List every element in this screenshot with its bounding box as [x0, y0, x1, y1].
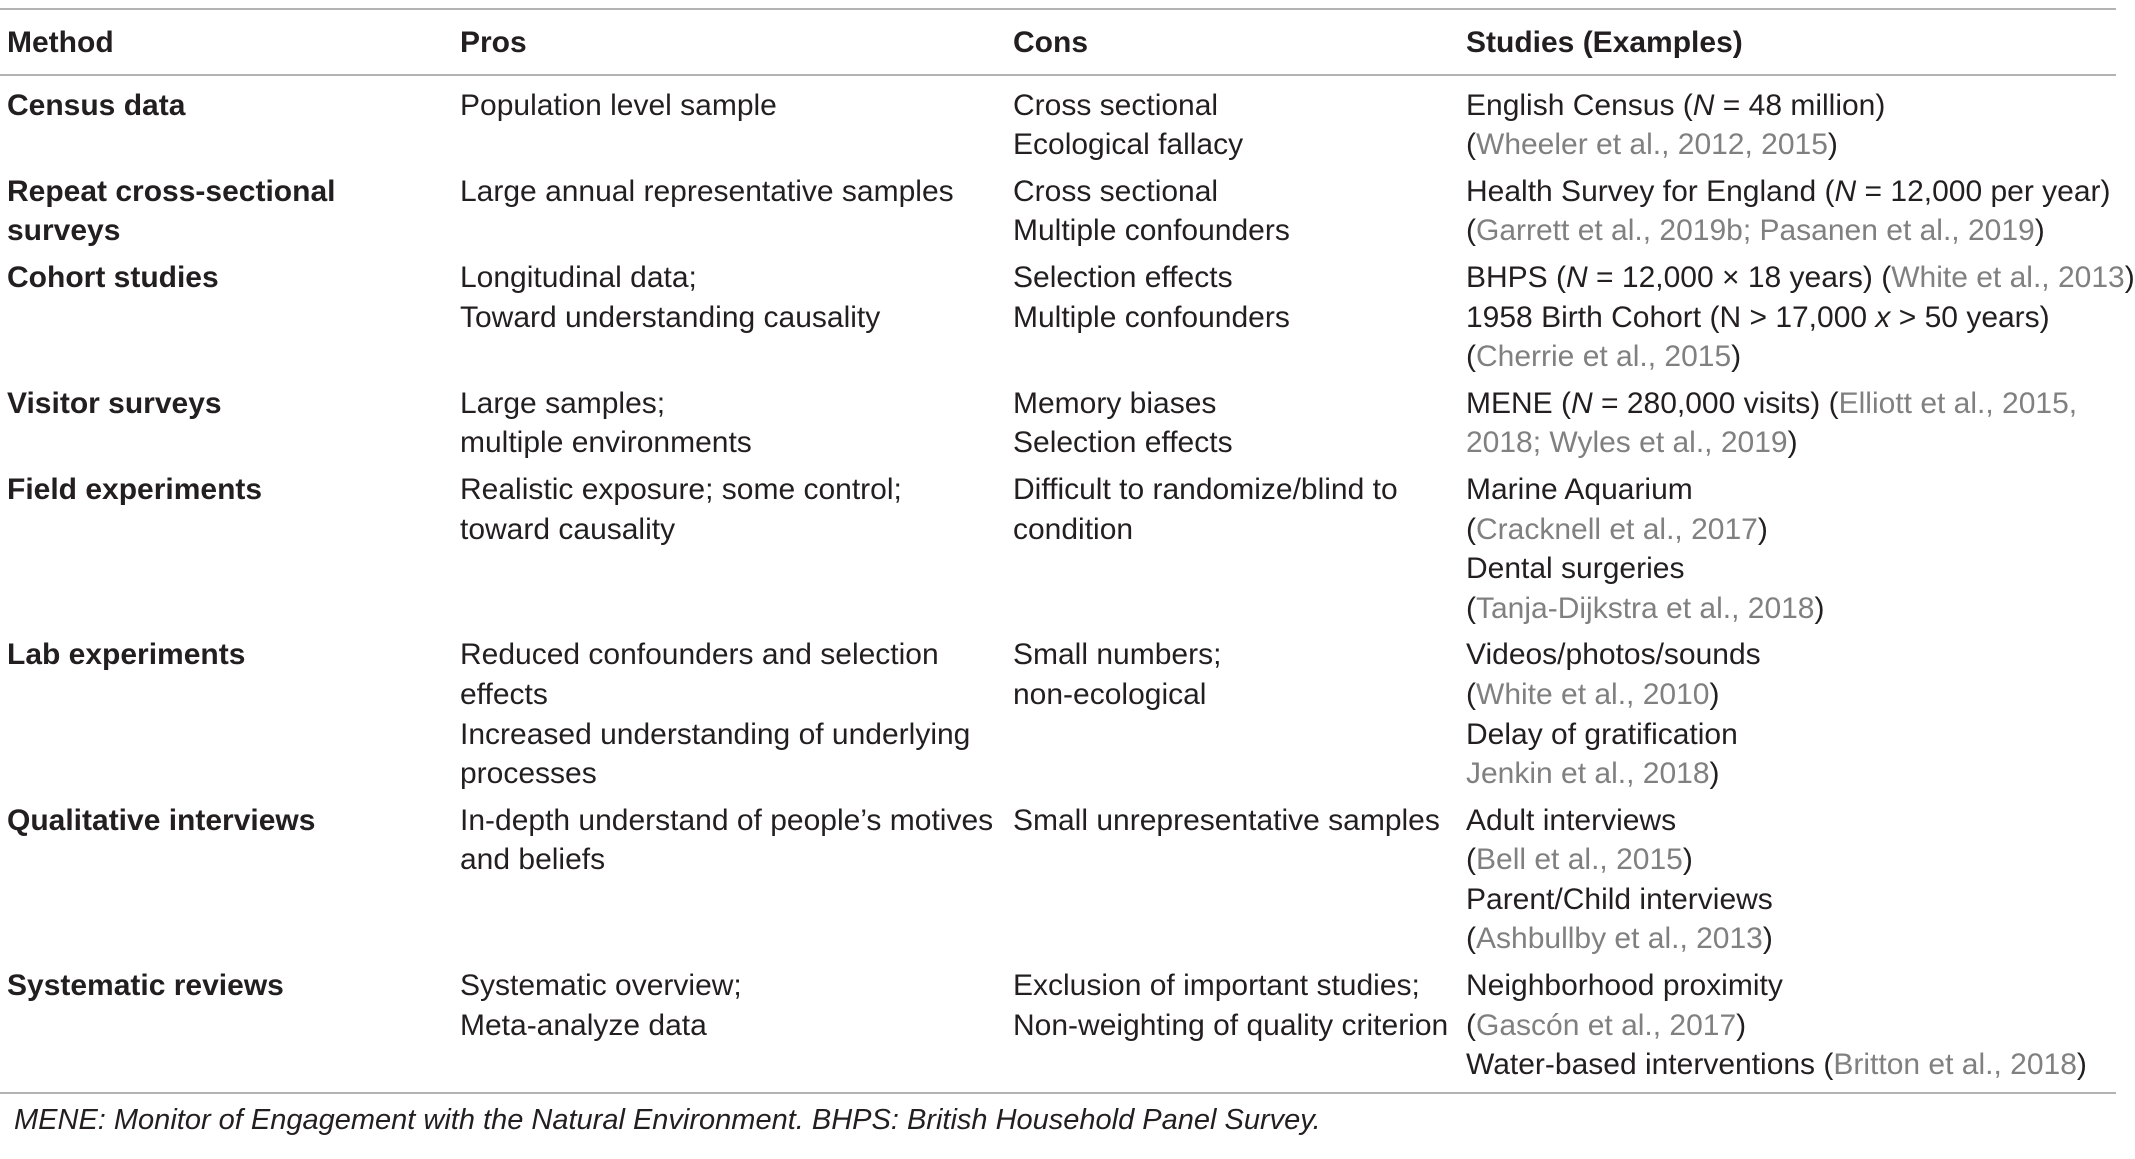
study-italic: N	[1566, 260, 1588, 294]
cite-bracket: (	[1466, 843, 1476, 877]
citation-text: White et al., 2010	[1476, 677, 1710, 711]
study-line	[1466, 919, 2116, 959]
cite-bracket: )	[1736, 1008, 1747, 1042]
cite-bracket: )	[1709, 757, 1720, 791]
cons-cell	[1006, 635, 1459, 800]
study-line	[1466, 966, 2116, 1006]
cons-line: Cross sectional	[1013, 174, 1219, 208]
cons-cell	[1006, 470, 1459, 635]
cons-line: Ecological fallacy	[1013, 128, 1244, 162]
citation-text: Jenkin et al., 2018	[1466, 757, 1710, 791]
cite-bracket: )	[1731, 340, 1742, 374]
citation-text: Wheeler et al., 2012, 2015	[1476, 128, 1828, 162]
study-text: = 12,000 per year)	[1856, 174, 2111, 208]
citation-text: 2018; Wyles et al., 2019	[1466, 426, 1788, 460]
table-footnote-row	[0, 1093, 2116, 1141]
citation-text: Bell et al., 2015	[1476, 843, 1683, 877]
cons-line: condition	[1013, 512, 1134, 546]
study-text: Neighborhood proximity	[1466, 969, 1783, 1003]
study-text: MENE (	[1466, 386, 1571, 420]
cite-bracket: )	[1814, 591, 1825, 625]
study-line	[1466, 423, 2116, 463]
cite-bracket: )	[2034, 214, 2045, 248]
study-text: Parent/Child interviews	[1466, 882, 1773, 916]
table-footnote: MENE: Monitor of Engagement with the Natural Environment. BHPS: British Household Panel Survey.	[0, 1093, 2116, 1141]
studies-cell	[1459, 258, 2135, 384]
study-line	[1466, 86, 2116, 126]
pros-line: Meta-analyze data	[460, 1008, 707, 1042]
study-line	[1466, 125, 2116, 165]
cons-line: Multiple confounders	[1013, 214, 1290, 248]
study-text: Marine Aquarium	[1466, 472, 1693, 506]
study-text: Health Survey for England (	[1466, 174, 1835, 208]
citation-text: Cherrie et al., 2015	[1476, 340, 1732, 374]
pros-line: Large annual representative samples	[460, 174, 954, 208]
study-text: English Census (	[1466, 88, 1693, 122]
cite-bracket: (	[1466, 512, 1476, 546]
pros-line: Increased understanding of underlying processes	[460, 717, 971, 791]
cons-line: Selection effects	[1013, 260, 1233, 294]
table-header-row	[0, 9, 2116, 75]
cons-cell	[1006, 258, 1459, 384]
method-cell: Census data	[7, 88, 186, 122]
cons-cell	[1006, 384, 1459, 470]
study-line	[1466, 754, 2116, 794]
pros-cell	[453, 75, 1006, 172]
pros-line: Reduced confounders and selection effects	[460, 638, 939, 711]
study-text: 1958 Birth Cohort (N > 17,000	[1466, 300, 1876, 334]
cite-bracket: (	[1466, 1008, 1476, 1042]
table-row	[0, 384, 2116, 470]
study-italic: N	[1834, 174, 1857, 208]
studies-cell	[1459, 966, 2116, 1093]
method-cell: Qualitative interviews	[7, 803, 316, 837]
cite-bracket: )	[2124, 260, 2135, 294]
pros-line: Systematic overview;	[460, 969, 742, 1003]
pros-line: Population level sample	[460, 88, 777, 122]
method-cell: Repeat cross-sectional surveys	[7, 174, 336, 248]
studies-cell	[1459, 384, 2116, 470]
study-line	[1466, 337, 2116, 377]
cons-line: Cross sectional	[1013, 88, 1219, 122]
pros-cell	[453, 172, 1006, 258]
study-line	[1466, 549, 2116, 589]
study-line	[1466, 589, 2116, 629]
citation-text: Ashbullby et al., 2013	[1476, 922, 1763, 956]
study-text: = 280,000 visits) (	[1592, 386, 1839, 420]
cite-bracket: )	[1787, 426, 1798, 460]
pros-line: Large samples;	[460, 386, 666, 420]
cite-bracket: )	[1762, 922, 1773, 956]
cons-cell	[1006, 172, 1459, 258]
method-cell: Visitor surveys	[7, 386, 222, 420]
study-line	[1466, 801, 2116, 841]
study-text: = 12,000 × 18 years) (	[1587, 260, 1892, 294]
pros-line: Toward understanding causality	[460, 300, 881, 334]
study-text: Water-based interventions (	[1466, 1048, 1834, 1082]
pros-cell	[453, 470, 1006, 635]
study-line	[1466, 840, 2116, 880]
header-cons: Cons	[1006, 9, 1459, 75]
cons-cell	[1006, 966, 1459, 1093]
method-cell: Cohort studies	[7, 260, 219, 294]
study-italic: N	[1692, 88, 1715, 122]
cite-bracket: )	[2076, 1048, 2087, 1082]
cite-bracket: (	[1466, 214, 1476, 248]
cons-cell	[1006, 75, 1459, 172]
citation-text: Garrett et al., 2019b; Pasanen et al., 2019	[1476, 214, 2035, 248]
cons-line: Small numbers;	[1013, 638, 1222, 672]
header-pros: Pros	[453, 9, 1006, 75]
cons-line: Multiple confounders	[1013, 300, 1290, 334]
citation-text: Tanja-Dijkstra et al., 2018	[1476, 591, 1815, 625]
studies-cell	[1459, 470, 2116, 635]
study-text: = 48 million)	[1714, 88, 1886, 122]
studies-cell	[1459, 635, 2116, 800]
table-row	[0, 258, 2116, 384]
pros-line: In-depth understand of people’s motives and beliefs	[460, 803, 994, 877]
cons-line: Memory biases	[1013, 386, 1217, 420]
citation-text: Gascón et al., 2017	[1476, 1008, 1737, 1042]
studies-cell	[1459, 172, 2116, 258]
cite-bracket: )	[1709, 677, 1720, 711]
citation-text: White et al., 2013	[1891, 260, 2125, 294]
cons-line: Small unrepresentative samples	[1013, 803, 1440, 837]
cons-line: non-ecological	[1013, 677, 1207, 711]
study-line	[1466, 384, 2116, 424]
pros-cell	[453, 384, 1006, 470]
cons-line: Exclusion of important studies;	[1013, 969, 1420, 1003]
study-line	[1466, 715, 2116, 755]
pros-cell	[453, 801, 1006, 966]
table-body	[0, 75, 2135, 1093]
cite-bracket: (	[1466, 128, 1476, 162]
study-line	[1466, 470, 2116, 510]
method-cell: Field experiments	[7, 472, 263, 506]
cite-bracket: )	[1757, 512, 1768, 546]
pros-cell	[453, 258, 1006, 384]
header-studies: Studies (Examples)	[1459, 9, 2116, 75]
study-text: BHPS (	[1466, 260, 1567, 294]
pros-line: Longitudinal data;	[460, 260, 697, 294]
cons-line: Selection effects	[1013, 426, 1233, 460]
cons-cell	[1006, 801, 1459, 966]
study-text: Delay of gratification	[1466, 717, 1738, 751]
study-italic: N	[1571, 386, 1593, 420]
methods-table	[0, 8, 2135, 1140]
table-row	[0, 75, 2116, 172]
cite-bracket: (	[1466, 922, 1476, 956]
studies-cell	[1459, 801, 2116, 966]
study-line	[1466, 635, 2116, 675]
pros-cell	[453, 635, 1006, 800]
pros-line: toward causality	[460, 512, 676, 546]
pros-line: multiple environments	[460, 426, 752, 460]
cite-bracket: )	[1827, 128, 1838, 162]
cite-bracket: (	[1466, 340, 1476, 374]
study-text: Videos/photos/sounds	[1466, 638, 1761, 672]
study-line	[1466, 172, 2116, 212]
table-row	[0, 966, 2116, 1093]
study-text: Adult interviews	[1466, 803, 1677, 837]
study-line	[1466, 1045, 2116, 1085]
citation-text: Britton et al., 2018	[1833, 1048, 2077, 1082]
header-method: Method	[0, 9, 453, 75]
citation-text: Elliott et al., 2015,	[1838, 386, 2078, 420]
cons-line: Non-weighting of quality criterion	[1013, 1008, 1449, 1042]
pros-line: Realistic exposure; some control;	[460, 472, 902, 506]
studies-cell	[1459, 75, 2116, 172]
study-line	[1466, 258, 2135, 298]
study-line	[1466, 675, 2116, 715]
study-italic: x	[1875, 300, 1891, 334]
method-cell: Lab experiments	[7, 638, 246, 672]
study-line	[1466, 1006, 2116, 1046]
study-line	[1466, 880, 2116, 920]
table-row	[0, 172, 2116, 258]
cite-bracket: )	[1682, 843, 1693, 877]
study-line	[1466, 298, 2116, 338]
citation-text: Cracknell et al., 2017	[1476, 512, 1758, 546]
pros-cell	[453, 966, 1006, 1093]
cite-bracket: (	[1466, 677, 1476, 711]
study-text: > 50 years)	[1890, 300, 2050, 334]
study-line	[1466, 510, 2116, 550]
method-cell: Systematic reviews	[7, 969, 284, 1003]
table-row	[0, 470, 2116, 635]
cons-line: Difficult to randomize/blind to	[1013, 472, 1398, 506]
table-row	[0, 635, 2116, 800]
cite-bracket: (	[1466, 591, 1476, 625]
table-row	[0, 801, 2116, 966]
study-line	[1466, 211, 2116, 251]
study-text: Dental surgeries	[1466, 552, 1685, 586]
